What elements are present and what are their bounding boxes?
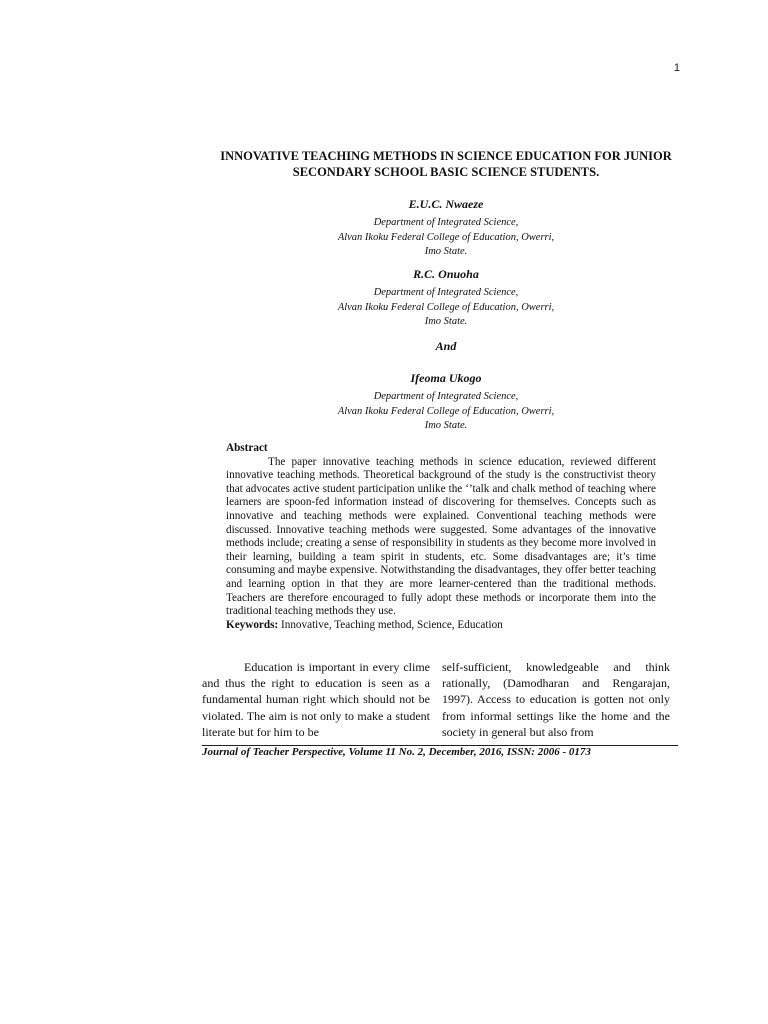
keywords-label: Keywords: (226, 618, 279, 631)
author-name: Ifeoma Ukogo (410, 371, 482, 385)
author-conjunction: And (435, 339, 457, 353)
author-affiliation-state: Imo State. (424, 420, 468, 431)
author-affiliation-department: Department of Integrated Science, (373, 391, 519, 402)
author-block-2 (290, 266, 602, 330)
keywords-line (226, 619, 656, 633)
abstract-body: The paper innovative teaching methods in science education, reviewed different innovative teaching methods. Theoretical background of the study is the constructivist theory that advocates active student participation unlike the ‘’talk and chalk method of teaching where learners are spoon-fed information instead of discovering for themselves. Concepts such as innovative and teaching methods were explained. Conventional teaching methods were discussed. Innovative teaching methods were suggested. Some advantages of the innovative methods include; creating a sense of responsibility in students as they become more involved in their learning, building a team spirit in students, etc. Some disadvantages are; it’s time consuming and maybe expensive. Notwithstanding the disadvantages, they offer better teaching and learning option in that they are more learner-centered than the traditional methods. Teachers are therefore encouraged to fully adopt these methods or incorporate them into the traditional teaching methods they use. (226, 455, 656, 618)
author-affiliation-state: Imo State. (424, 316, 468, 327)
keywords-list: Innovative, Teaching method, Science, Education (278, 618, 503, 631)
author-affiliation-college: Alvan Ikoku Federal College of Education, Owerri, (337, 301, 555, 313)
abstract-section (226, 442, 656, 632)
author-name: R.C. Onuoha (413, 267, 479, 281)
author-affiliation-department: Department of Integrated Science, (373, 287, 519, 298)
paper-title: INNOVATIVE TEACHING METHODS IN SCIENCE EDUCATION FOR JUNIOR SECONDARY SCHOOL BASIC SCIENCE STUDENTS. (220, 149, 672, 179)
author-block-1 (290, 196, 602, 260)
author-block-3 (290, 370, 602, 434)
author-affiliation-department: Department of Integrated Science, (373, 217, 519, 228)
author-name: E.U.C. Nwaeze (408, 197, 484, 211)
journal-footer: Journal of Teacher Perspective, Volume 11 No. 2, December, 2016, ISSN: 2006 - 0173 (202, 746, 591, 758)
author-affiliation-college: Alvan Ikoku Federal College of Education, Owerri, (337, 405, 555, 417)
page-number: 1 (673, 62, 680, 74)
body-column-left: Education is important in every clime and thus the right to education is seen as a fundamental human right which should not be violated. The aim is not only to make a student literate but for him to be (202, 660, 430, 739)
abstract-heading: Abstract (226, 442, 268, 454)
body-column-right: self-sufficient, knowledgeable and think rationally, (Damodharan and Rengarajan, 1997). Access to education is gotten not only from informal settings like the home and the society in general but also from (442, 660, 670, 739)
author-affiliation-state: Imo State. (424, 246, 468, 257)
author-affiliation-college: Alvan Ikoku Federal College of Education, Owerri, (337, 231, 555, 243)
